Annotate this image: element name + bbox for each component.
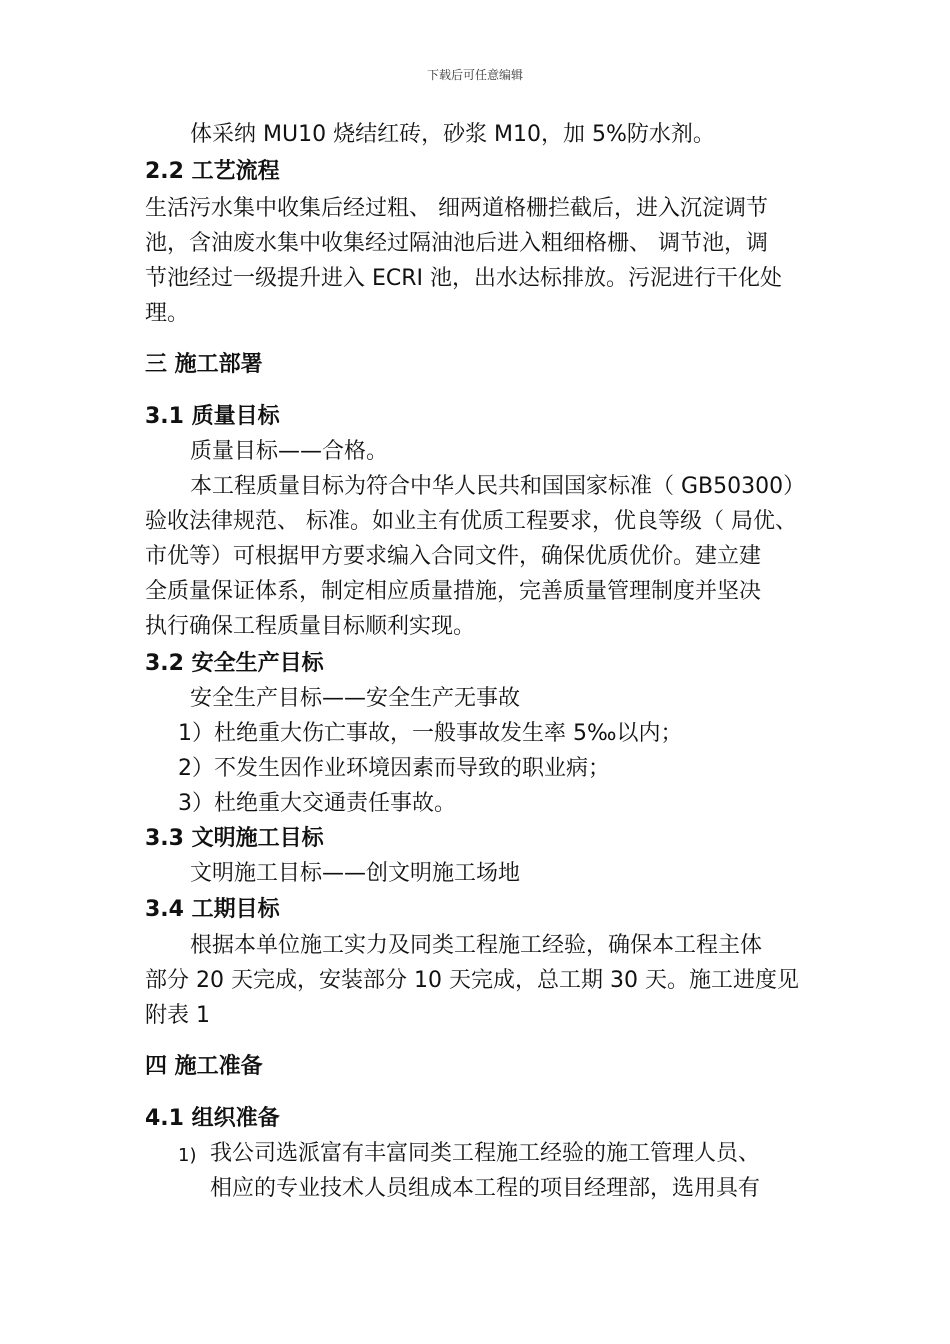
paragraph-line: 市优等）可根据甲方要求编入合同文件，确保优质优价。建立建 — [145, 544, 762, 569]
paragraph-line: 根据本单位施工实力及同类工程施工经验，确保本工程主体 — [190, 933, 763, 958]
section-heading-3-2: 3.2 安全生产目标 — [145, 651, 324, 676]
paragraph-line: 本工程质量目标为符合中华人民共和国国家标准（ GB50300） — [190, 474, 806, 499]
list-item: 2）不发生因作业环境因素而导致的职业病； — [178, 756, 610, 781]
paragraph-line: 部分 20 天完成，安装部分 10 天完成，总工期 30 天。施工进度见 — [145, 968, 799, 993]
chapter-heading-4: 四 施工准备 — [145, 1054, 263, 1079]
page-header-note: 下载后可任意编辑 — [426, 68, 523, 82]
section-heading-2-2: 2.2 工艺流程 — [145, 159, 280, 184]
section-heading-4-1: 4.1 组织准备 — [145, 1106, 280, 1131]
list-item: 我公司选派富有丰富同类工程施工经验的施工管理人员、 — [210, 1141, 761, 1166]
chapter-heading-3: 三 施工部署 — [145, 352, 263, 377]
paragraph-line: 安全生产目标——安全生产无事故 — [190, 686, 521, 711]
section-heading-3-1: 3.1 质量目标 — [145, 404, 280, 429]
paragraph-line: 生活污水集中收集后经过粗、 细两道格栅拦截后，进入沉淀调节 — [145, 196, 768, 221]
list-item-number: 1) — [178, 1145, 197, 1166]
list-item: 3）杜绝重大交通责任事故。 — [178, 791, 456, 816]
paragraph-line: 质量目标——合格。 — [190, 439, 389, 464]
paragraph-line: 理。 — [145, 301, 190, 326]
paragraph-line: 执行确保工程质量目标顺利实现。 — [145, 614, 476, 639]
paragraph-line: 文明施工目标——创文明施工场地 — [190, 861, 521, 886]
paragraph-line: 体采纳 MU10 烧结红砖，砂浆 M10，加 5%防水剂。 — [190, 122, 715, 147]
list-item-continuation: 相应的专业技术人员组成本工程的项目经理部，选用具有 — [210, 1176, 761, 1201]
list-item: 1）杜绝重大伤亡事故，一般事故发生率 5‰以内； — [178, 721, 683, 746]
section-heading-3-3: 3.3 文明施工目标 — [145, 826, 324, 851]
section-heading-3-4: 3.4 工期目标 — [145, 897, 280, 922]
paragraph-line: 全质量保证体系，制定相应质量措施，完善质量管理制度并坚决 — [145, 579, 762, 604]
paragraph-line: 节池经过一级提升进入 ECRI 池，出水达标排放。污泥进行干化处 — [145, 266, 783, 291]
paragraph-line: 验收法律规范、 标准。如业主有优质工程要求，优良等级（ 局优、 — [145, 509, 797, 534]
paragraph-line: 池，含油废水集中收集经过隔油池后进入粗细格栅、 调节池，调 — [145, 231, 768, 256]
paragraph-line: 附表 1 — [145, 1003, 210, 1028]
